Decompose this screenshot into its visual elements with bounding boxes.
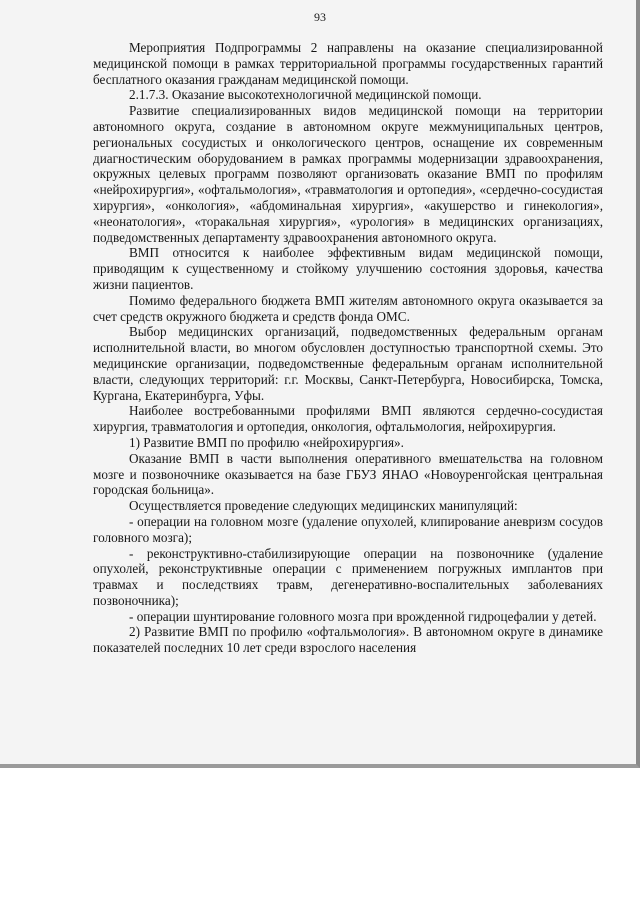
paragraph-specialized-care: Развитие специализированных видов медицинской помощи на территории автономного округа, создание в автономном округе межмуниципальных центров, региональных сосудистых и онкологического центров, оснащение их современным диагностическим оборудованием в рамках программы модернизации здравоохранения, окружных целевых программ позволяют организовать оказание ВМП по профилям «нейрохирургия», «офтальмология», «травматология и ортопедия», «сердечно-сосудистая хирургия», «онкология», «абдоминальная хирургия», «акушерство и гинекология», «неонатология», «торакальная хирургия», «урология» в медицинских организациях, подведомственных департаменту здравоохранения автономного округа.: [93, 103, 603, 245]
list-item-spine-surgery: - реконструктивно-стабилизирующие операции на позвоночнике (удаление опухолей, реконструктивные операции с применением погружных имплантов при травмах и последствиях травм, дегенеративно-воспалительных заболеваниях позвоночника);: [93, 545, 603, 608]
subheading-neurosurgery: 1) Развитие ВМП по профилю «нейрохирургия».: [129, 434, 404, 450]
paragraph-neurosurgery-base: Оказание ВМП в части выполнения оперативного вмешательства на головном мозге и позвоночнике оказывается на базе ГБУЗ ЯНАО «Новоуренгойская центральная городская больница».: [93, 450, 603, 498]
paragraph-ophthalmology: 2) Развитие ВМП по профилю «офтальмология». В автономном округе в динамике показателей последних 10 лет среди взрослого населения: [93, 624, 603, 656]
list-item-brain-surgery: - операции на головном мозге (удаление опухолей, клипирование аневризм сосудов головного мозга);: [93, 513, 603, 545]
paragraph-vmp-effectiveness: ВМП относится к наиболее эффективным видам медицинской помощи, приводящим к существенному и стойкому улучшению состояния здоровья, качества жизни пациентов.: [93, 245, 603, 292]
paragraph-federal-organizations: Выбор медицинских организаций, подведомственных федеральным органам исполнительной власти, во многом обусловлен доступностью транспортной схемы. Это медицинские организации, подведомственные федеральным органам исполнительной власти, следующих территорий: г.г. Москвы, Санкт-Петербурга, Новосибирска, Томска, Кургана, Екатеринбурга, Уфы.: [93, 324, 603, 403]
section-heading-2-1-7-3: 2.1.7.3. Оказание высокотехнологичной медицинской помощи.: [129, 87, 482, 103]
page-number: 93: [314, 10, 326, 24]
document-body: [93, 40, 603, 656]
list-item-shunting: - операции шунтирование головного мозга при врожденной гидроцефалии у детей.: [129, 608, 597, 624]
paragraph-demanded-profiles: Наиболее востребованными профилями ВМП являются сердечно-сосудистая хирургия, травматология и ортопедия, онкология, офтальмология, нейрохирургия.: [93, 403, 603, 435]
paragraph-funding: Помимо федерального бюджета ВМП жителям автономного округа оказывается за счет средств окружного бюджета и средств фонда ОМС.: [93, 292, 603, 324]
paragraph-manipulations-intro: Осуществляется проведение следующих медицинских манипуляций:: [129, 498, 518, 514]
blank-margin: [0, 768, 640, 905]
paragraph-subprogram-intro: Мероприятия Подпрограммы 2 направлены на оказание специализированной медицинской помощи в рамках территориальной программы государственных гарантий бесплатного оказания гражданам медицинской помощи.: [93, 40, 603, 87]
